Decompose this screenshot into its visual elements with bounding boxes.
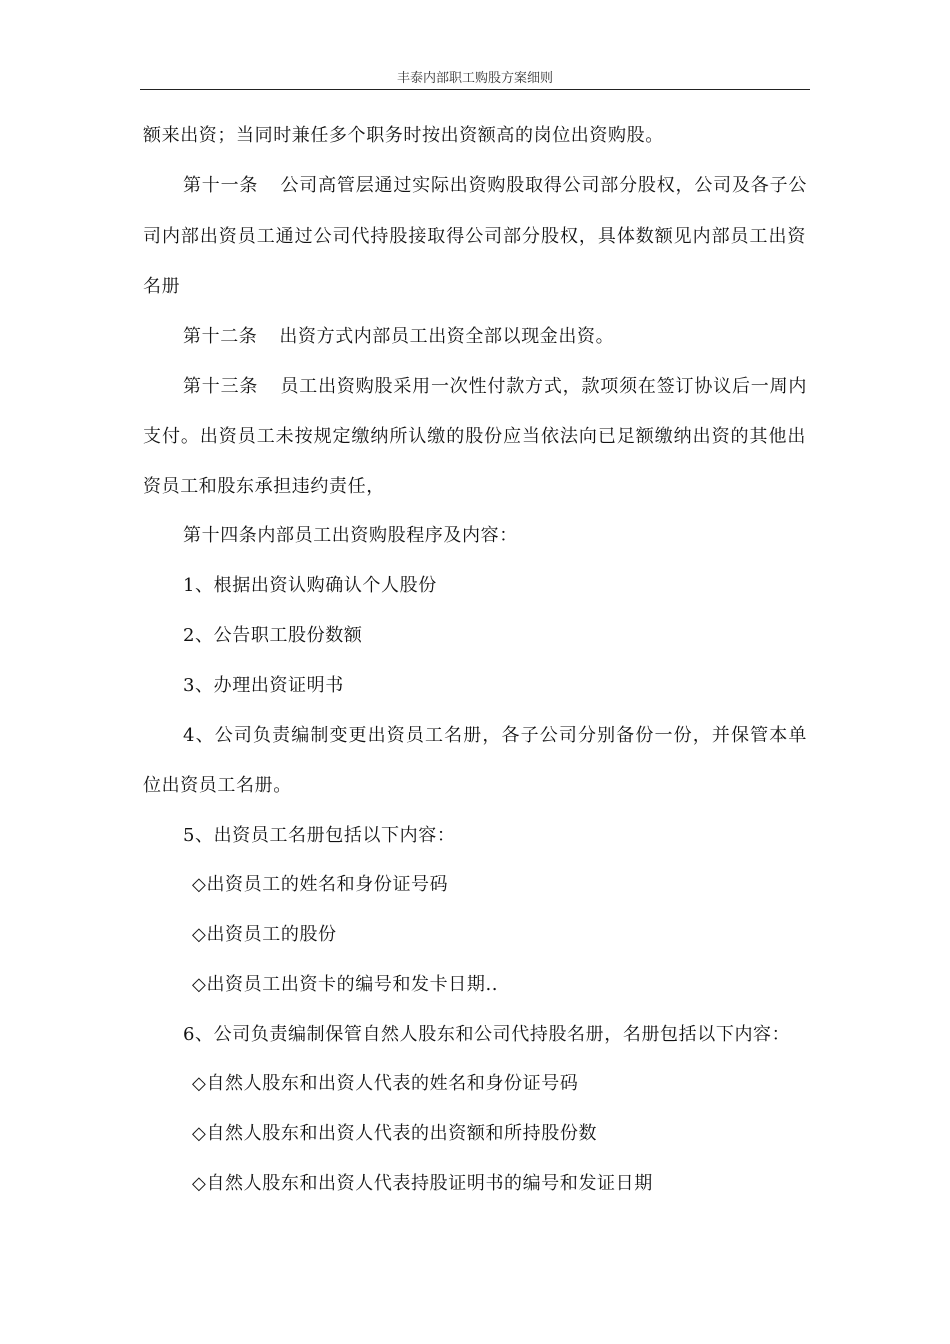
page-header <box>140 72 810 90</box>
article-12-line <box>183 326 614 348</box>
article-13-line <box>183 376 807 398</box>
article-12-heading: 第十二条 <box>183 326 258 347</box>
list-item: 6、公司负责编制保管自然人股东和公司代持股名册，名册包括以下内容： <box>183 1024 791 1045</box>
sub-list-item: ◇自然人股东和出资人代表的姓名和身份证号码 <box>192 1073 579 1094</box>
text-line: 名册 <box>143 276 181 297</box>
article-14-heading: 第十四条内部员工出资购股程序及内容： <box>183 525 518 546</box>
article-11-text: 公司高管层通过实际出资购股取得公司部分股权，公司及各子公 <box>280 175 807 196</box>
article-11-heading: 第十一条 <box>183 175 259 196</box>
sub-list-item: ◇出资员工的姓名和身份证号码 <box>192 874 449 895</box>
text-line: 司内部出资员工通过公司代持股接取得公司部分股权，具体数额见内部员工出资 <box>143 226 806 247</box>
article-11-line <box>183 175 807 197</box>
sub-list-item: ◇自然人股东和出资人代表的出资额和所持股份数 <box>192 1123 598 1144</box>
list-item: 4、公司负责编制变更出资员工名册，各子公司分别备份一份，并保管本单 <box>183 725 807 746</box>
list-item: 5、出资员工名册包括以下内容： <box>183 825 456 846</box>
list-item: 3、办理出资证明书 <box>183 675 344 696</box>
article-12-text: 出资方式内部员工出资全部以现金出资。 <box>279 326 615 347</box>
sub-list-item: ◇出资员工出资卡的编号和发卡日期.. <box>192 974 499 995</box>
header-title: 丰泰内部职工购股方案细则 <box>396 71 553 86</box>
list-item: 2、公告职工股份数额 <box>183 625 363 646</box>
list-item: 1、根据出资认购确认个人股份 <box>183 575 437 596</box>
text-line: 额来出资；当同时兼任多个职务时按出资额高的岗位出资购股。 <box>143 125 664 146</box>
text-line: 位出资员工名册。 <box>143 775 292 796</box>
article-13-heading: 第十三条 <box>183 376 259 397</box>
article-13-text: 员工出资购股采用一次性付款方式，款项须在签订协议后一周内 <box>280 376 807 397</box>
sub-list-item: ◇自然人股东和出资人代表持股证明书的编号和发证日期 <box>192 1173 653 1194</box>
text-line: 支付。出资员工未按规定缴纳所认缴的股份应当依法向已足额缴纳出资的其他出 <box>143 426 806 447</box>
text-line: 资员工和股东承担违约责任， <box>143 476 385 497</box>
sub-list-item: ◇出资员工的股份 <box>192 924 337 945</box>
